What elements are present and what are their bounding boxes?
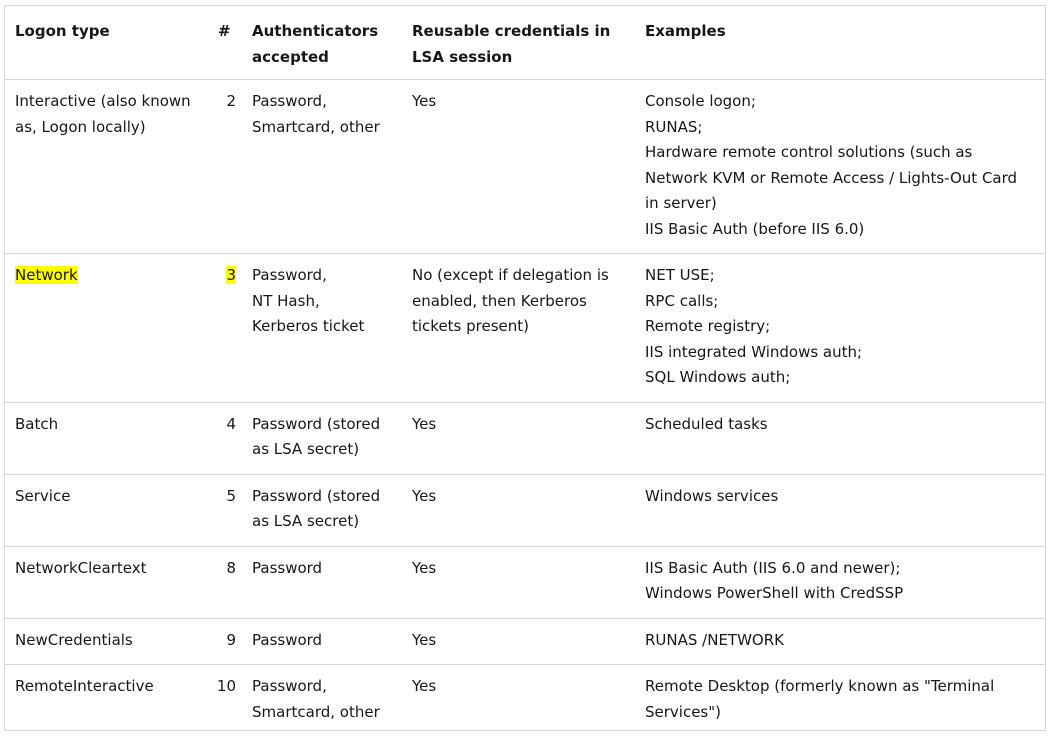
examples-cell — [635, 618, 1045, 665]
example-line: RPC calls; — [645, 291, 719, 310]
example-line: RUNAS /NETWORK — [645, 630, 784, 649]
authenticator-line: Password — [252, 630, 323, 649]
authenticator-line: Password — [252, 558, 323, 577]
logon-number: 10 — [216, 677, 236, 695]
reusable-credentials-cell — [402, 618, 635, 665]
header-authenticators: Authenticators accepted — [252, 22, 379, 66]
logon-number-cell — [208, 80, 242, 254]
table-row — [5, 80, 1045, 254]
examples-cell — [635, 474, 1045, 546]
header-examples: Examples — [645, 22, 726, 40]
logon-number-cell — [208, 402, 242, 474]
table-body — [5, 80, 1045, 736]
examples-cell — [635, 254, 1045, 403]
logon-type-cell — [5, 80, 208, 254]
reusable-credentials-value: Yes — [412, 677, 437, 695]
authenticator-line: NT Hash, — [252, 291, 320, 310]
example-line: IIS Basic Auth (IIS 6.0 and newer); — [645, 558, 901, 577]
example-line: IIS integrated Windows auth; — [645, 342, 863, 361]
logon-number: 9 — [226, 630, 236, 649]
example-line: Remote Desktop (formerly known as "Terminal Services") — [645, 677, 995, 721]
reusable-credentials-cell — [402, 402, 635, 474]
logon-type-label: NewCredentials — [15, 630, 133, 649]
example-line: Scheduled tasks — [645, 414, 768, 433]
example-line: SQL Windows auth; — [645, 368, 791, 386]
logon-type-cell — [5, 618, 208, 665]
authenticators-cell — [242, 80, 402, 254]
authenticator-line: Password, — [252, 266, 327, 284]
example-line: NET USE; — [645, 266, 715, 284]
logon-number-cell — [208, 474, 242, 546]
authenticators-cell — [242, 665, 402, 736]
header-logon-type: Logon type — [15, 22, 110, 40]
logon-type-label: RemoteInteractive — [15, 677, 154, 695]
logon-number-cell — [208, 618, 242, 665]
authenticator-line: Password, Smartcard, other — [252, 92, 380, 136]
logon-type-cell — [5, 665, 208, 736]
logon-type-label: NetworkCleartext — [15, 558, 147, 577]
logon-type-label: Batch — [15, 414, 59, 433]
examples-cell — [635, 80, 1045, 254]
logon-number-cell — [208, 546, 242, 618]
logon-number: 8 — [226, 558, 236, 577]
example-line: Windows PowerShell with CredSSP — [645, 584, 904, 602]
logon-number: 2 — [226, 92, 236, 110]
table-row — [5, 474, 1045, 546]
example-line: RUNAS; — [645, 117, 703, 136]
header-number: # — [218, 22, 231, 40]
logon-type-label: Service — [15, 486, 71, 505]
example-line: Remote registry; — [645, 317, 771, 335]
reusable-credentials-cell — [402, 665, 635, 736]
reusable-credentials-cell — [402, 254, 635, 403]
logon-types-table-frame — [4, 5, 1046, 731]
header-reusable-credentials: Reusable credentials in LSA session — [412, 22, 611, 66]
authenticators-cell — [242, 546, 402, 618]
logon-type-label: Network — [15, 266, 78, 284]
reusable-credentials-value: Yes — [412, 630, 437, 649]
reusable-credentials-value: Yes — [412, 414, 437, 433]
table-row — [5, 546, 1045, 618]
logon-type-cell — [5, 546, 208, 618]
example-line: Console logon; — [645, 92, 756, 110]
authenticator-line: Kerberos ticket — [252, 317, 365, 335]
examples-cell — [635, 546, 1045, 618]
logon-type-cell — [5, 254, 208, 403]
reusable-credentials-value: Yes — [412, 92, 437, 110]
logon-number: 5 — [226, 486, 236, 505]
authenticators-cell — [242, 618, 402, 665]
authenticators-cell — [242, 402, 402, 474]
logon-number: 4 — [226, 414, 236, 433]
authenticator-line: Password (stored as LSA secret) — [252, 414, 381, 458]
table-row — [5, 254, 1045, 403]
header-row — [5, 6, 1045, 80]
example-line: Hardware remote control solutions (such as Network KVM or Remote Access / Lights-Out Card in server) — [645, 143, 1018, 212]
reusable-credentials-cell — [402, 474, 635, 546]
authenticator-line: Password, Smartcard, other — [252, 677, 380, 721]
authenticators-cell — [242, 254, 402, 403]
logon-types-table — [5, 6, 1045, 736]
logon-type-cell — [5, 474, 208, 546]
authenticators-cell — [242, 474, 402, 546]
reusable-credentials-value: Yes — [412, 486, 437, 505]
table-row — [5, 402, 1045, 474]
reusable-credentials-cell — [402, 546, 635, 618]
logon-number: 3 — [226, 266, 236, 284]
logon-type-label: Interactive (also known as, Logon locally) — [15, 92, 191, 136]
reusable-credentials-value: Yes — [412, 558, 437, 577]
example-line: Windows services — [645, 486, 779, 505]
table-header — [5, 6, 1045, 80]
examples-cell — [635, 665, 1045, 736]
example-line: IIS Basic Auth (before IIS 6.0) — [645, 219, 865, 238]
logon-type-cell — [5, 402, 208, 474]
reusable-credentials-value: No (except if delegation is enabled, then Kerberos tickets present) — [412, 266, 609, 335]
table-row — [5, 665, 1045, 736]
examples-cell — [635, 402, 1045, 474]
table-row — [5, 618, 1045, 665]
logon-number-cell — [208, 665, 242, 736]
logon-number-cell — [208, 254, 242, 403]
authenticator-line: Password (stored as LSA secret) — [252, 486, 381, 530]
reusable-credentials-cell — [402, 80, 635, 254]
